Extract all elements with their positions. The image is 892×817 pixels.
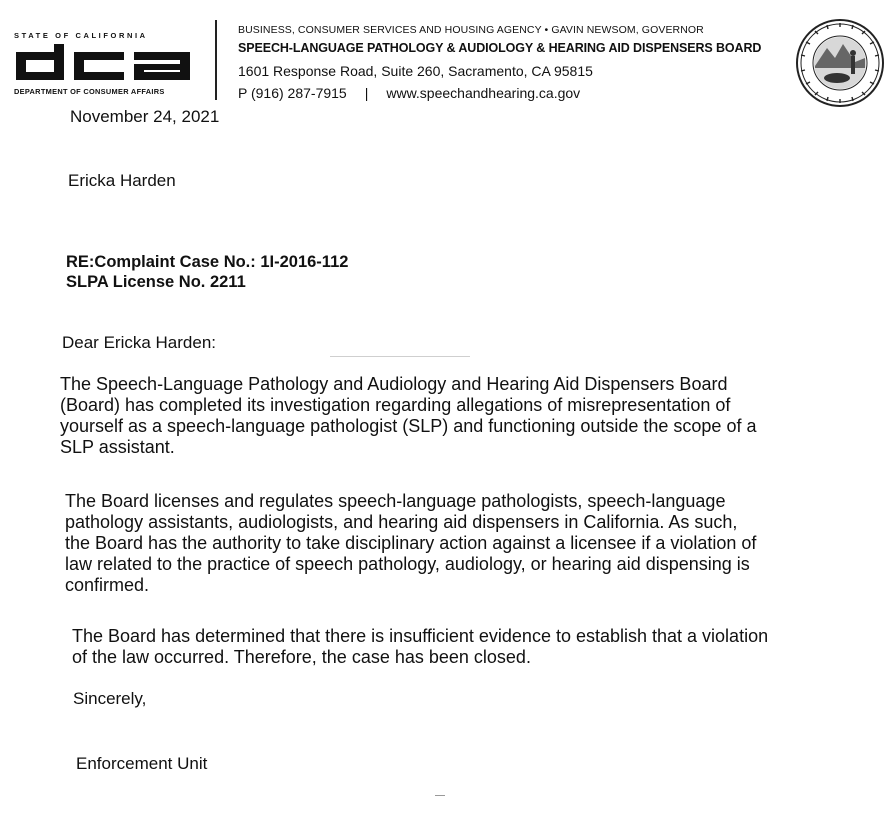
paragraph-line: yourself as a speech-language pathologist (SLP) and functioning outside the scope of a bbox=[60, 416, 757, 436]
board-name: SPEECH-LANGUAGE PATHOLOGY & AUDIOLOGY & HEARING AID DISPENSERS BOARD bbox=[238, 41, 762, 55]
paragraph-line: the Board has the authority to take disciplinary action against a licensee if a violation of bbox=[65, 533, 757, 553]
state-of-california-label: STATE OF CALIFORNIA bbox=[14, 31, 148, 40]
paragraph-line: The Board has determined that there is insufficient evidence to establish that a violation bbox=[72, 626, 769, 646]
paragraph-line: pathology assistants, audiologists, and hearing aid dispensers in California. As such, bbox=[65, 512, 738, 532]
paragraph-line: SLP assistant. bbox=[60, 437, 175, 457]
dca-logo bbox=[14, 42, 194, 82]
scan-artifact bbox=[330, 356, 470, 357]
department-label: DEPARTMENT OF CONSUMER AFFAIRS bbox=[14, 87, 165, 96]
paragraph-board-authority bbox=[65, 491, 756, 596]
paragraph-line: law related to the practice of speech pathology, audiology, or hearing aid dispensing is bbox=[65, 554, 750, 574]
paragraph-line: confirmed. bbox=[65, 575, 150, 595]
signer: Enforcement Unit bbox=[76, 754, 208, 773]
paragraph-investigation bbox=[60, 374, 756, 458]
salutation: Dear Ericka Harden: bbox=[62, 333, 217, 352]
scan-artifact bbox=[435, 795, 445, 796]
contact-separator: | bbox=[364, 85, 369, 101]
header-divider bbox=[215, 20, 217, 100]
paragraph-line: The Board licenses and regulates speech-language pathologists, speech-language bbox=[65, 491, 726, 511]
board-address: 1601 Response Road, Suite 260, Sacramento, CA 95815 bbox=[238, 63, 593, 79]
contact-line bbox=[238, 85, 580, 101]
complaint-case-number: RE:Complaint Case No.: 1I-2016-112 bbox=[66, 253, 349, 271]
california-seal-icon bbox=[795, 18, 885, 108]
paragraph-line: of the law occurred. Therefore, the case has been closed. bbox=[72, 647, 531, 667]
agency-line: BUSINESS, CONSUMER SERVICES AND HOUSING AGENCY • GAVIN NEWSOM, GOVERNOR bbox=[238, 24, 704, 36]
website-link[interactable]: www.speechandhearing.ca.gov bbox=[386, 85, 581, 101]
recipient-name: Ericka Harden bbox=[68, 171, 176, 190]
paragraph-line: (Board) has completed its investigation regarding allegations of misrepresentation of bbox=[60, 395, 731, 415]
letter-date: November 24, 2021 bbox=[70, 107, 220, 126]
paragraph-determination bbox=[72, 626, 768, 668]
closing: Sincerely, bbox=[73, 689, 147, 708]
paragraph-line: The Speech-Language Pathology and Audiology and Hearing Aid Dispensers Board bbox=[60, 374, 728, 394]
phone-number: P (916) 287-7915 bbox=[238, 85, 347, 101]
license-number: SLPA License No. 2211 bbox=[66, 273, 246, 291]
